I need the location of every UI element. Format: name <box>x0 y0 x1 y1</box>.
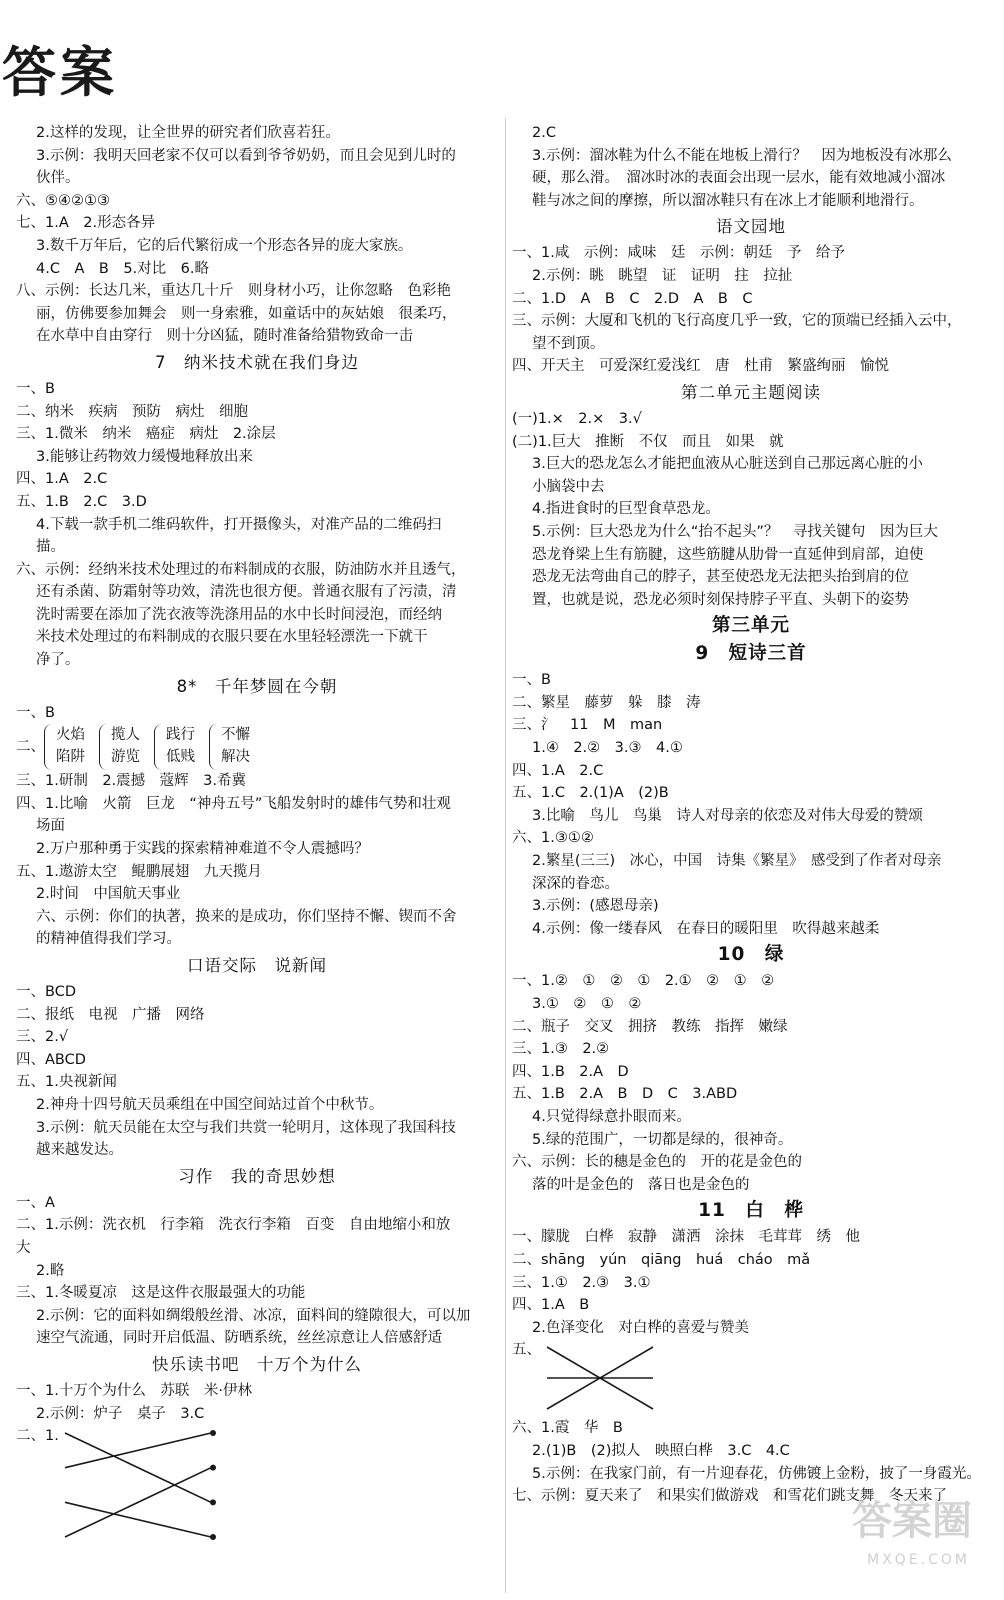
answer-line: 伙伴。 <box>36 170 80 187</box>
answer-line: 4.指进食时的巨型食草恐龙。 <box>532 501 720 518</box>
answer-line: 二、1.示例：洗衣机 行李箱 洗衣行李箱 百变 自由地缩小和放 <box>16 1217 451 1234</box>
answer-line: 六、⑤④②①③ <box>16 192 110 209</box>
answer-line: 大 <box>16 1239 31 1256</box>
answer-line: 四、ABCD <box>16 1051 86 1068</box>
answer-line: 3.示例：溜冰鞋为什么不能在地板上滑行？ 因为地板没有冰那么 <box>532 147 952 164</box>
answer-line: 望不到顶。 <box>532 335 605 352</box>
answer-line: 二、shāng yún qiāng huá cháo mǎ <box>512 1251 811 1268</box>
answer-line: 越来越发达。 <box>36 1142 123 1159</box>
answer-line: 2.略 <box>36 1262 65 1279</box>
brace-mark <box>209 724 218 770</box>
answer-line: 2.时间 中国航天事业 <box>36 886 181 903</box>
answer-line: 一、A <box>16 1194 55 1211</box>
word-pair <box>99 724 140 770</box>
answer-line: 的精神值得我们学习。 <box>36 931 181 948</box>
answer-line: (一)1.× 2.× 3.√ <box>512 410 642 427</box>
answer-line: 一、B <box>16 704 55 721</box>
connector-dot <box>210 1499 216 1505</box>
answer-line: 五、1.C 2.(1)A (2)B <box>512 785 669 802</box>
right-column <box>512 122 990 1508</box>
answer-line: 小脑袋中去 <box>532 478 605 495</box>
answer-line: 六、1.③①② <box>512 830 594 847</box>
answer-line: 七、1.A 2.形态各异 <box>16 215 156 232</box>
answer-line: 六、1.霞 华 B <box>512 1420 623 1437</box>
answer-line: 还有杀菌、防霜射等功效，清洗也很方便。普通衣服有了污渍，清 <box>36 584 457 601</box>
pair-word: 低贱 <box>166 749 195 766</box>
word-pair <box>209 724 250 770</box>
answer-line: 四、1.A 2.C <box>16 471 108 488</box>
answer-line: 六、示例：长的穗是金色的 开的花是金色的 <box>512 1154 802 1171</box>
answer-line: 一、BCD <box>16 984 76 1000</box>
pair-word: 践行 <box>166 727 195 744</box>
answer-line: 洗时需要在添加了洗衣液等洗涤用品的水中长时间浸泡，而经纳 <box>36 606 442 623</box>
word-pair-group <box>16 724 498 770</box>
matching-lines <box>59 1425 219 1545</box>
answer-line: 2.神舟十四号航天员乘组在中国空间站过首个中秋节。 <box>36 1096 384 1113</box>
section-title: 第二单元主题阅读 <box>681 382 821 402</box>
answer-line: 四、开天主 可爱深红爱浅红 唐 杜甫 繁盛绚丽 愉悦 <box>512 358 889 375</box>
answer-line: 一、1.咸 示例：咸味 廷 示例：朝廷 予 给予 <box>512 245 845 262</box>
connector-line <box>65 1468 211 1537</box>
question-number: 二、1. <box>16 1428 59 1445</box>
answer-line: 二、纳米 疾病 预防 病灶 细胞 <box>16 403 248 420</box>
answer-line: 2.示例：眺 眺望 证 证明 拄 拉扯 <box>532 267 793 284</box>
answer-line: 2.(1)B (2)拟人 映照白桦 3.C 4.C <box>532 1442 790 1459</box>
answer-line: 五、1.遨游太空 鲲鹏展翅 九天揽月 <box>16 863 262 880</box>
answer-line: 场面 <box>36 818 65 835</box>
answer-line: 4.只觉得绿意扑眼而来。 <box>532 1108 691 1125</box>
answer-line: 3.示例：航天员能在太空与我们共赏一轮明月，这体现了我国科技 <box>36 1119 456 1136</box>
answer-line: 米技术处理过的布料制成的衣服只要在水里轻轻漂洗一下就干 <box>36 629 428 646</box>
answer-line: 5.绿的范围广，一切都是绿的，很神奇。 <box>532 1131 793 1148</box>
brace-mark <box>154 724 163 770</box>
answer-line: 五、1.央视新闻 <box>16 1074 117 1091</box>
answer-line: 硬，那么滑。 溜冰时冰的表面会出现一层水，能有效地减小溜冰 <box>532 170 946 187</box>
answer-line: 二、繁星 藤萝 躲 膝 涛 <box>512 694 701 711</box>
answer-line: 三、1.微米 纳米 癌症 病灶 2.涂层 <box>16 426 276 443</box>
answer-line: 三、1.① 2.③ 3.① <box>512 1274 651 1291</box>
answer-line: 恐龙脊梁上生有筋腱，这些筋腱从肋骨一直延伸到肩部，迫使 <box>532 546 924 563</box>
answer-line: 4.下载一款手机二维码软件，打开摄像头，对准产品的二维码扫 <box>36 516 442 533</box>
watermark-site: MXQE.COM <box>867 1552 970 1568</box>
question-number: 二、 <box>16 739 45 756</box>
connector-dot <box>210 1430 216 1436</box>
connector-line <box>65 1433 211 1468</box>
answer-line: 丽，仿佛要参加舞会 则一身索雅，如童话中的灰姑娘 很柔巧， <box>36 305 457 322</box>
answer-line: 三、氵 11 M man <box>512 717 663 734</box>
answer-line: 2.这样的发现，让全世界的研究者们欣喜若狂。 <box>36 125 340 141</box>
answer-line: 3.能够让药物效力缓慢地释放出来 <box>36 448 253 465</box>
word-pair <box>44 724 85 770</box>
answer-line: 三、2.√ <box>16 1029 69 1046</box>
section-title: 8* 千年梦圆在今朝 <box>176 676 338 696</box>
answer-line: 一、B <box>16 380 55 397</box>
answer-line: 速空气流通，同时开启低温、防晒系统，丝丝凉意让人倍感舒适 <box>36 1330 442 1347</box>
section-title: 11 白 桦 <box>698 1200 804 1222</box>
answer-line: 四、1.比喻 火箭 巨龙 “神舟五号”飞船发射时的雄伟气势和壮观 <box>16 795 451 812</box>
connector-line <box>65 1502 211 1537</box>
answer-line: 3.比喻 鸟儿 鸟巢 诗人对母亲的依恋及对伟大母爱的赞颂 <box>532 807 923 824</box>
answer-line: 七、示例：夏天来了 和果实们做游戏 和雪花们跳支舞 冬天来了 <box>512 1488 947 1505</box>
answer-line: 在水草中自由穿行 则十分凶猛，随时准备给猎物致命一击 <box>36 328 413 345</box>
answer-line: 二、1.D A B C 2.D A B C <box>512 290 753 307</box>
question-number: 五、 <box>512 1342 541 1359</box>
connector-line <box>65 1433 211 1502</box>
answer-line: 3.① ② ① ② <box>532 996 642 1012</box>
matching-lines <box>541 1339 661 1417</box>
left-column <box>16 122 498 1545</box>
pair-word: 游览 <box>111 749 140 766</box>
answer-line: 3.巨大的恐龙怎么才能把血液从心脏送到自己那远离心脏的小 <box>532 456 923 473</box>
brace-mark <box>44 724 53 770</box>
answer-line: 2.色泽变化 对白桦的喜爱与赞美 <box>532 1319 749 1336</box>
answer-line: 三、1.研制 2.震撼 蔻辉 3.希冀 <box>16 773 247 790</box>
section-title: 10 绿 <box>717 944 785 966</box>
answer-line: 二、瓶子 交叉 拥挤 教练 指挥 嫩绿 <box>512 1018 788 1035</box>
pair-word: 解决 <box>221 749 250 766</box>
answer-line: 三、1.冬暖夏凉 这是这件衣服最强大的功能 <box>16 1285 306 1302</box>
answer-line: 恐龙无法弯曲自己的脖子，甚至使恐龙无法把头抬到肩的位 <box>532 569 909 586</box>
section-title: 语文园地 <box>716 217 786 237</box>
pair-word: 火焰 <box>56 727 85 744</box>
answer-line: 深深的眷恋。 <box>532 875 619 892</box>
matching-answer <box>16 1425 498 1545</box>
pair-word: 陷阱 <box>56 749 85 766</box>
column-divider <box>505 118 506 1593</box>
answer-line: 2.繁星(三三) 冰心，中国 诗集《繁星》 感受到了作者对母亲 <box>532 853 942 870</box>
answer-line: 2.示例：炉子 桌子 3.C <box>36 1405 205 1422</box>
answer-line: 五、1.B 2.A B D C 3.ABD <box>512 1086 738 1103</box>
answer-line: 5.示例：巨大恐龙为什么“抬不起头”？ 寻找关键句 因为巨大 <box>532 523 938 540</box>
section-title: 口语交际 说新闻 <box>187 956 327 975</box>
connector-dot <box>210 1465 216 1471</box>
matching-answer <box>512 1339 990 1417</box>
answer-line: 四、1.B 2.A D <box>512 1063 629 1080</box>
answer-line: 三、示例：大厦和飞机的飞行高度几乎一致，它的顶端已经插入云中， <box>512 313 962 330</box>
answer-line: 1.④ 2.② 3.③ 4.① <box>532 740 683 757</box>
section-title: 快乐读书吧 十万个为什么 <box>152 1354 362 1374</box>
section-title: 习作 我的奇思妙想 <box>178 1166 336 1186</box>
watermark <box>800 1497 990 1586</box>
connector-dot <box>210 1534 216 1540</box>
answer-line: 3.示例：(感恩母亲) <box>532 898 659 915</box>
word-pair <box>154 724 195 770</box>
answer-line: 3.示例：我明天回老家不仅可以看到爷爷奶奶，而且会见到儿时的 <box>36 147 456 164</box>
answer-line: 五、1.B 2.C 3.D <box>16 493 147 510</box>
answer-line: 净了。 <box>36 652 80 669</box>
answer-line: 二、报纸 电视 广播 网络 <box>16 1006 205 1023</box>
answer-line: (二)1.巨大 推断 不仅 而且 如果 就 <box>512 433 784 450</box>
section-title: 7 纳米技术就在我们身边 <box>155 352 359 372</box>
brace-mark <box>99 724 108 770</box>
answer-line: 描。 <box>36 539 65 556</box>
watermark-logo: 答案圈 <box>852 1497 972 1544</box>
answer-line: 一、B <box>512 672 551 689</box>
answer-line: 一、1.十万个为什么 苏联 米·伊林 <box>16 1382 252 1399</box>
answer-line: 一、朦胧 白桦 寂静 潇洒 涂抹 毛茸茸 绣 他 <box>512 1229 860 1246</box>
answer-line: 三、1.③ 2.② <box>512 1041 610 1058</box>
answer-line: 六、示例：经纳米技术处理过的布料制成的衣服，防油防水并且透气， <box>16 561 466 578</box>
answer-line: 四、1.A B <box>512 1297 590 1314</box>
answer-line: 4.C A B 5.对比 6.略 <box>36 260 209 277</box>
answer-line: 置，也就是说，恐龙必须时刻保持脖子平直、头朝下的姿势 <box>532 591 909 608</box>
section-title: 9 短诗三首 <box>695 643 807 665</box>
answer-line: 2.万户那种勇于实践的探索精神难道不令人震撼吗？ <box>36 841 369 858</box>
answer-line: 3.数千万年后，它的后代繁衍成一个形态各异的庞大家族。 <box>36 237 413 254</box>
answer-line: 2.示例：它的面料如绸缎般丝滑、冰凉，面料间的缝隙很大，可以加 <box>36 1307 471 1324</box>
answer-line: 5.示例：在我家门前，有一片迎春花，仿佛镀上金粉，披了一身霞光。 <box>532 1465 981 1482</box>
answer-line: 一、1.② ① ② ① 2.① ② ① ② <box>512 973 775 990</box>
answer-line: 鞋与冰之间的摩擦，所以溜冰鞋只有在冰上才能顺利地滑行。 <box>532 192 924 209</box>
answer-line: 六、示例：你们的执著，换来的是成功，你们坚持不懈、锲而不舍 <box>36 908 457 925</box>
answer-line: 四、1.A 2.C <box>512 762 604 779</box>
answer-line: 落的叶是金色的 落日也是金色的 <box>532 1176 750 1193</box>
page-title: 答案 <box>2 40 118 104</box>
section-title: 第三单元 <box>711 615 790 637</box>
pair-word: 不懈 <box>221 727 250 744</box>
answer-line: 4.示例：像一缕春风 在春日的暖阳里 吹得越来越柔 <box>532 920 880 937</box>
pair-word: 揽人 <box>111 727 140 744</box>
answer-line: 2.C <box>532 125 556 141</box>
answer-line: 八、示例：长达几米，重达几十斤 则身材小巧，让你忽略 色彩艳 <box>16 283 451 300</box>
